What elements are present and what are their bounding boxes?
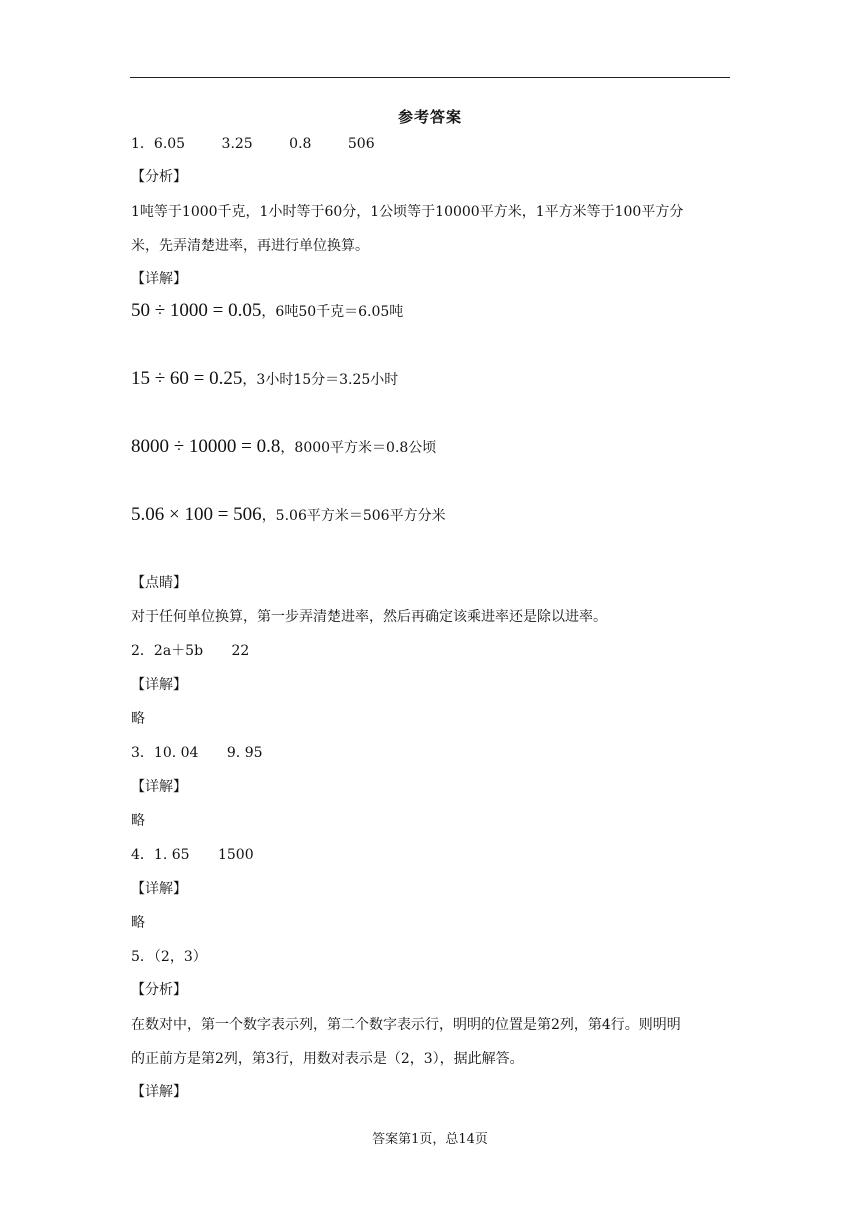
q1-answer-2: 3.25: [221, 136, 253, 152]
q1-point-text: 对于任何单位换算，第一步弄清楚进率，然后再确定该乘进率还是除以进率。: [131, 609, 607, 625]
q3-detail-text: 略: [131, 813, 145, 829]
q4-detail-text: 略: [131, 915, 145, 931]
q2-answer-line: [131, 642, 249, 660]
q5-answer: 5．（2，3）: [131, 949, 207, 965]
q3-detail-heading: 【详解】: [131, 779, 187, 795]
q1-answer-1: 1．6.05: [131, 136, 186, 152]
q2-detail-text: 略: [131, 711, 145, 727]
q1-equation-2: [131, 370, 398, 389]
q5-detail-heading: 【详解】: [131, 1084, 187, 1100]
q1-equation-4-math: 5.06 × 100 = 506: [131, 504, 262, 525]
q1-equation-3-text: ，8000平方米＝0.8公顷: [280, 440, 437, 456]
q2-answer-1: 2．2a＋5b: [131, 643, 204, 659]
q1-equation-1-text: ，6吨50千克＝6.05吨: [261, 304, 404, 320]
q1-equation-1: [131, 302, 403, 321]
q5-analysis-heading: 【分析】: [131, 982, 187, 998]
q1-analysis-line-1: 1吨等于1000千克，1小时等于60分，1公顷等于10000平方米，1平方米等于100平方分: [131, 204, 684, 220]
q2-detail-heading: 【详解】: [131, 677, 187, 693]
q4-detail-heading: 【详解】: [131, 881, 187, 897]
q2-answer-2: 22: [231, 643, 250, 659]
q4-answer-2: 1500: [217, 847, 254, 863]
q1-answer-3: 0.8: [289, 136, 312, 152]
q1-equation-2-math: 15 ÷ 60 = 0.25: [131, 368, 243, 389]
q1-detail-heading: 【详解】: [131, 271, 187, 287]
page-footer: 答案第1页，总14页: [372, 1132, 488, 1147]
q1-equation-2-text: ，3小时15分＝3.25小时: [242, 372, 399, 388]
q1-answer-line: [131, 135, 375, 153]
q1-equation-3-math: 8000 ÷ 10000 = 0.8: [131, 436, 281, 457]
q5-analysis-line-2: 的正前方是第2列，第3行，用数对表示是（2，3），据此解答。: [131, 1051, 524, 1067]
q1-equation-3: [131, 438, 436, 457]
q1-analysis-line-2: 米，先弄清楚进率，再进行单位换算。: [131, 238, 369, 254]
q5-analysis-line-1: 在数对中，第一个数字表示列，第二个数字表示行，明明的位置是第2列，第4行。则明明: [131, 1017, 681, 1033]
q1-equation-4: [131, 506, 446, 525]
q4-answer-line: [131, 846, 254, 864]
q3-answer-1: 3．10. 04: [131, 745, 199, 761]
q1-analysis-heading: 【分析】: [131, 169, 187, 185]
header-rule: [130, 77, 730, 78]
q1-point-heading: 【点睛】: [131, 575, 187, 591]
q1-answer-4: 506: [347, 136, 375, 152]
q3-answer-2: 9. 95: [226, 745, 263, 761]
q3-answer-line: [131, 744, 263, 762]
q1-equation-1-math: 50 ÷ 1000 = 0.05: [131, 300, 262, 321]
q4-answer-1: 4．1. 65: [131, 847, 190, 863]
page-title: 参考答案: [397, 108, 462, 126]
q1-equation-4-text: ，5.06平方米＝506平方分米: [261, 508, 446, 524]
